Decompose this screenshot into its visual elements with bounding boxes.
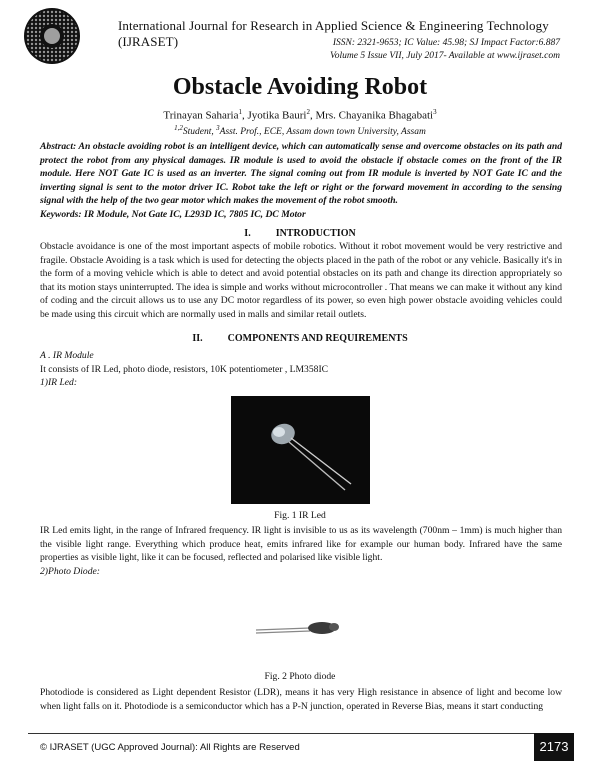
author-name: Jyotika Bauri	[247, 109, 307, 122]
affil-sup: 1,2	[174, 124, 183, 132]
components-list: It consists of IR Led, photo diode, resistors, 10K potentiometer , LM358IC	[40, 364, 329, 375]
ir-led-paragraph: IR Led emits light, in the range of Infrared frequency. IR light is invisible to us as its wavelength (700nm – 1mm) is much higher than the visible light range. Everything which produce heat, emits infrared like for example our human body. Infrared have the same properties as visible light, like it can be focused, reflected and polarised like visible light.	[40, 525, 562, 564]
subsubsection-heading: 2)Photo Diode:	[40, 566, 100, 577]
journal-title: International Journal for Research in Applied Science & Engineering Technology (IJRASET)	[118, 18, 549, 49]
page-number: 2173	[534, 733, 574, 761]
author-sup: 2	[306, 108, 310, 116]
author-name: Trinayan Saharia	[163, 109, 239, 122]
keywords: Keywords: IR Module, Not Gate IC, L293D IC, 7805 IC, DC Motor	[40, 209, 306, 220]
figure-caption: Fig. 1 IR Led	[274, 510, 326, 521]
affil-sup: 3	[216, 124, 220, 132]
paper-title: Obstacle Avoiding Robot	[172, 74, 428, 100]
intro-paragraph: Obstacle avoidance is one of the most important aspects of mobile robotics. Without it robot movement would be very restrictive and fragile. Obstacle Avoiding is a task which is used for detecting the objects placed in the path of the robot or any vehicle. Basically it's in the form of a moving vehicle which is able to detect and avoid potential obstacles on its path and change its direction appropriately so that its motion stays uninterrupted. The idea is simple and works without microcontroller . That means we can make it without any kind of coding and the circuit allows us to use any DC motor regardless of its power, so even high power obstacle avoiding vehicles could be made using this circuit which are normally used in malls and similar retail outlets.	[40, 241, 562, 320]
affil-text: Asst. Prof., ECE, Assam down town University, Assam	[219, 127, 426, 138]
journal-logo	[22, 6, 82, 66]
footer-copyright: © IJRASET (UGC Approved Journal): All Rights are Reserved	[40, 742, 300, 753]
photo-diode-paragraph: Photodiode is considered as Light dependent Resistor (LDR), means it has very High resistance in absence of light and become low when light falls on it. Photodiode is a semiconductor which has a P-N junction, operated in Reverse Bias, means it start conducting	[40, 687, 562, 712]
author-sup: 3	[433, 108, 437, 116]
subsubsection-heading: 1)IR Led:	[40, 377, 78, 388]
section-heading: I. INTRODUCTION	[244, 228, 356, 239]
footer-divider	[28, 733, 574, 734]
affiliation	[0, 124, 600, 137]
author-sup: 1	[238, 108, 242, 116]
author-name: Mrs. Chayanika Bhagabati	[315, 109, 434, 122]
issn-line: ISSN: 2321-9653; IC Value: 45.98; SJ Impact Factor:6.887	[332, 38, 560, 48]
section-heading: II. COMPONENTS AND REQUIREMENTS	[192, 333, 408, 344]
ir-led-figure	[231, 396, 370, 504]
volume-line: Volume 5 Issue VII, July 2017- Available at www.ijraset.com	[330, 51, 560, 61]
abstract: Abstract: An obstacle avoiding robot is an intelligent device, which can automatically sense and overcome obstacles on its path and protect the robot from any physical damages. IR module is used to avoid the obstacle if obstacle comes on the front of the IR module. Here NOT Gate IC is used as an inverter. The signal coming out from IR module is inverted by NOT Gate IC and the inverting signal is sent to the motor driver IC. Robot take the left or right or the forward movement in according to the sensing signal with the help of the two gear motor which makes the movement of the robot smooth.	[40, 141, 562, 207]
author-list: Trinayan Saharia$^1$, Jyotika Bauri$^2$, Mrs. Chayanika Bhagabati$^3$	[163, 108, 437, 122]
figure-caption: Fig. 2 Photo diode	[264, 671, 336, 682]
photo-diode-figure	[252, 614, 352, 640]
affil-text: Student,	[182, 127, 217, 138]
subsection-heading: A . IR Module	[40, 350, 94, 361]
